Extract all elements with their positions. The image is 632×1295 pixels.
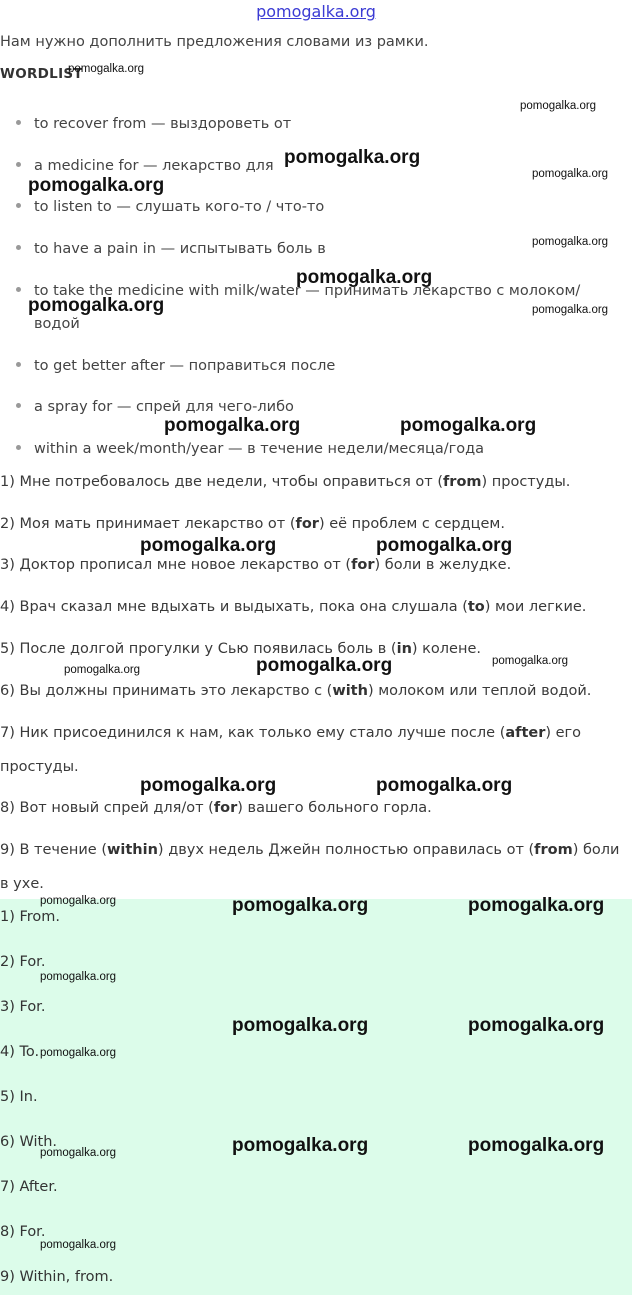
wordlist-title: WORDLIST — [0, 66, 83, 82]
bullet-icon — [16, 245, 21, 250]
sentence: 6) Вы должны принимать это лекарство с (with) молоком или теплой водой. — [0, 683, 592, 699]
answer-item: 9) Within, from. — [0, 1269, 114, 1285]
watermark-logo: pomogalka.org — [40, 1239, 117, 1251]
bullet-icon — [16, 162, 21, 167]
watermark-logo: pomogalka.org — [68, 63, 145, 75]
bullet-icon — [16, 120, 21, 125]
sentence-continuation: простуды. — [0, 759, 79, 775]
wordlist-item — [16, 116, 291, 132]
wordlist-item-text: a medicine for — лекарство для — [34, 158, 274, 174]
sentence: 7) Ник присоединился к нам, как только ему стало лучше после (after) его — [0, 725, 582, 741]
wordlist-item — [16, 199, 324, 215]
wordlist-item — [16, 158, 274, 174]
watermark-logo: pomogalka.org — [376, 775, 513, 796]
bullet-icon — [16, 403, 21, 408]
bullet-icon — [16, 445, 21, 450]
answer-item: 4) To. — [0, 1044, 40, 1060]
answer-item: 1) From. — [0, 909, 61, 925]
wordlist-item-text: to listen to — слушать кого-то / что-то — [34, 199, 325, 215]
sentence: 9) В течение (within) двух недель Джейн полностью оправилась от (from) боли — [0, 842, 620, 858]
sentence: 1) Мне потребовалось две недели, чтобы оправиться от (from) простуды. — [0, 474, 571, 490]
bullet-icon — [16, 203, 21, 208]
watermark-logo: pomogalka.org — [232, 895, 369, 916]
wordlist-item — [16, 399, 294, 415]
watermark-logo: pomogalka.org — [28, 175, 165, 196]
wordlist-item-text: to recover from — выздороветь от — [34, 116, 292, 132]
watermark-logo: pomogalka.org — [232, 1015, 369, 1036]
task-instruction: Нам нужно дополнить предложения словами из рамки. — [0, 34, 429, 50]
wordlist-item-text: to take the medicine with milk/water — принимать лекарство с молоком/ — [34, 283, 581, 299]
watermark-logo: pomogalka.org — [40, 1047, 117, 1059]
answers-panel — [0, 899, 632, 1295]
answer-item: 6) With. — [0, 1134, 58, 1150]
watermark-logo: pomogalka.org — [376, 535, 513, 556]
watermark-logo: pomogalka.org — [40, 895, 117, 907]
wordlist-item-text: within a week/month/year — в течение недели/месяца/года — [34, 441, 485, 457]
wordlist-item-text: to have a pain in — испытывать боль в — [34, 241, 326, 257]
watermark-logo: pomogalka.org — [532, 304, 609, 316]
bullet-icon — [16, 287, 21, 292]
wordlist-item — [16, 441, 484, 457]
answer-item: 7) After. — [0, 1179, 58, 1195]
watermark-logo: pomogalka.org — [28, 295, 165, 316]
watermark-logo: pomogalka.org — [232, 1135, 369, 1156]
watermark-logo: pomogalka.org — [256, 655, 393, 676]
answer-item: 3) For. — [0, 999, 46, 1015]
wordlist-item — [16, 358, 335, 374]
watermark-logo: pomogalka.org — [532, 168, 609, 180]
watermark-logo: pomogalka.org — [164, 415, 301, 436]
watermark-logo: pomogalka.org — [140, 535, 277, 556]
sentence: 2) Моя мать принимает лекарство от (for) её проблем с сердцем. — [0, 516, 505, 532]
answer-item: 2) For. — [0, 954, 46, 970]
watermark-logo: pomogalka.org — [400, 415, 537, 436]
watermark-logo: pomogalka.org — [40, 1147, 117, 1159]
watermark-logo: pomogalka.org — [296, 267, 433, 288]
watermark-logo: pomogalka.org — [64, 664, 141, 676]
sentence: 8) Вот новый спрей для/от (for) вашего больного горла. — [0, 800, 432, 816]
sentence: 5) После долгой прогулки у Сью появилась боль в (in) колене. — [0, 641, 481, 657]
watermark-logo: pomogalka.org — [140, 775, 277, 796]
answer-item: 8) For. — [0, 1224, 46, 1240]
watermark-logo: pomogalka.org — [40, 971, 117, 983]
watermark-logo: pomogalka.org — [468, 895, 605, 916]
watermark-logo: pomogalka.org — [492, 655, 569, 667]
sentence: 4) Врач сказал мне вдыхать и выдыхать, пока она слушала (to) мои легкие. — [0, 599, 587, 615]
sentence: 3) Доктор прописал мне новое лекарство от (for) боли в желудке. — [0, 557, 512, 573]
sentence-continuation: в ухе. — [0, 876, 44, 892]
wordlist-item-text: to get better after — поправиться после — [34, 358, 336, 374]
watermark-logo: pomogalka.org — [520, 100, 597, 112]
bullet-icon — [16, 362, 21, 367]
watermark-logo: pomogalka.org — [284, 147, 421, 168]
answer-item: 5) In. — [0, 1089, 38, 1105]
watermark-logo: pomogalka.org — [468, 1015, 605, 1036]
watermark-logo: pomogalka.org — [532, 236, 609, 248]
wordlist-item-text: a spray for — спрей для чего-либо — [34, 399, 294, 415]
wordlist-item-continuation: водой — [34, 316, 80, 332]
site-header-link[interactable]: pomogalka.org — [256, 2, 376, 21]
watermark-logo: pomogalka.org — [468, 1135, 605, 1156]
wordlist-item — [16, 241, 326, 257]
